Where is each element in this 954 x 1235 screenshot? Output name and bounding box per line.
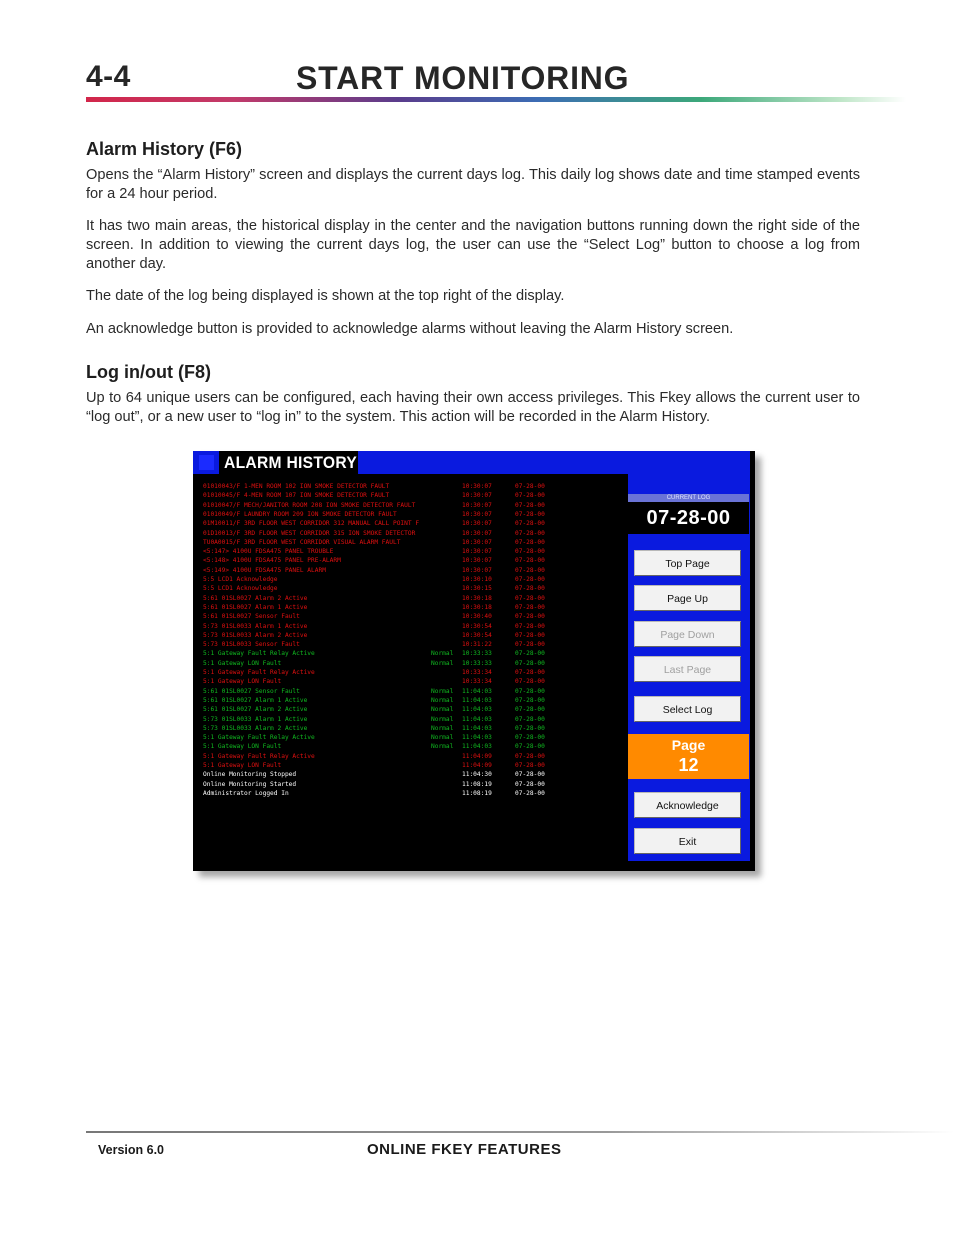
alarm-history-screenshot [193,451,755,871]
log-time: 11:04:03 [462,706,492,714]
log-time: 10:30:40 [462,613,492,621]
log-date: 07-28-00 [515,594,545,602]
log-row [203,566,553,575]
log-time: 11:04:09 [462,752,492,760]
log-event: 01010045/F 4-MEN ROOM 107 ION SMOKE DETECTOR FAULT [203,492,390,500]
paragraph: Opens the “Alarm History” screen and displays the current days log. This daily log shows date and time stamped events for a 24 hour period. [86,167,860,202]
log-time: 11:08:19 [462,780,492,788]
footer-version: Version 6.0 [98,1143,165,1157]
log-row [203,603,553,612]
log-event: Administrator Logged In [203,789,289,797]
log-time: 10:30:18 [462,594,492,602]
log-time: 10:30:07 [462,510,492,518]
log-time: 10:31:22 [462,641,492,649]
section-heading-log-in-out: Log in/out (F8) [86,362,211,382]
log-event: <5:148> 4100U FDSA475 PANEL PRE-ALARM [203,557,341,565]
log-time: 10:30:07 [462,538,492,546]
log-event: 5:1 Gateway Fault Relay Active [203,734,315,742]
log-status: Normal [431,706,454,714]
log-event: <5:147> 4100U FDSA475 PANEL TROUBLE [203,548,334,556]
log-event: 5:1 Gateway LON Fault [203,743,282,751]
log-row [203,631,553,640]
log-event: 5:73 01SL0033 Alarm 2 Active [203,724,308,732]
footer-section-title: ONLINE FKEY FEATURES [367,1141,562,1158]
log-row [203,780,553,789]
page-label: Page [671,737,706,753]
exit-button[interactable]: Exit [634,828,741,854]
log-row [203,752,553,761]
log-row [203,519,553,528]
log-status: Normal [431,687,454,695]
current-log-label: CURRENT LOG [628,494,749,502]
log-event: Online Monitoring Started [203,780,297,788]
log-date: 07-28-00 [515,687,545,695]
log-time: 10:30:54 [462,622,492,630]
log-event: 5:1 Gateway Fault Relay Active [203,752,315,760]
log-row [203,761,553,770]
log-time: 10:33:34 [462,669,492,676]
log-event: <5:149> 4100U FDSA475 PANEL ALARM [203,566,326,574]
log-row [203,640,553,649]
log-date: 07-28-00 [515,492,545,500]
log-time: 10:30:07 [462,529,492,537]
log-event: 5:61 01SL0027 Alarm 2 Active [203,706,308,714]
log-date: 07-28-00 [515,743,545,751]
section-heading-alarm-history: Alarm History (F6) [86,139,243,159]
alarm-log-list[interactable] [203,482,553,832]
log-event: 01010047/F MECH/JANITOR ROOM 208 ION SMOKE DETECTOR FAULT [203,501,416,509]
log-date: 07-28-00 [515,538,545,546]
log-row [203,696,553,705]
log-date: 07-28-00 [515,780,545,788]
log-date: 07-28-00 [515,696,545,704]
log-event: 5:73 01SL0033 Alarm 2 Active [203,631,308,639]
log-date: 07-28-00 [515,678,545,686]
log-time: 10:30:07 [462,520,492,528]
log-date: 07-28-00 [515,631,545,639]
log-time: 10:30:07 [462,557,492,565]
log-row [203,547,553,556]
log-row [203,789,553,798]
log-event: 5:73 01SL0033 Alarm 1 Active [203,622,308,630]
log-row [203,575,553,584]
log-event: 5:1 Gateway Fault Relay Active [203,650,315,658]
log-event: 5:1 Gateway LON Fault [203,762,282,769]
log-date: 07-28-00 [515,715,545,723]
log-row [203,733,553,742]
log-event: 01M10011/F 3RD FLOOR WEST CORRIDOR 312 MANUAL CALL POINT F [203,520,420,528]
log-status: Normal [431,715,454,723]
log-date: 07-28-00 [515,641,545,649]
current-log-date: 07-28-00 [628,502,749,534]
log-date: 07-28-00 [515,650,545,658]
log-date: 07-28-00 [515,659,545,667]
log-row [203,510,553,519]
log-date: 07-28-00 [515,706,545,714]
alarm-history-title: ALARM HISTORY [224,453,358,472]
log-time: 10:33:34 [462,678,492,686]
log-time: 10:30:10 [462,576,492,583]
log-time: 11:04:03 [462,715,492,723]
log-row [203,705,553,714]
log-event: 5:61 01SL0027 Sensor Fault [203,687,300,695]
log-status: Normal [431,743,454,751]
paragraph: An acknowledge button is provided to acknowledge alarms without leaving the Alarm History screen. [86,321,734,337]
window-icon [199,455,214,470]
header-gradient-rule [86,97,906,102]
last-page-button[interactable]: Last Page [634,656,741,682]
log-time: 10:30:15 [462,585,492,593]
log-row [203,677,553,686]
log-row [203,687,553,696]
log-date: 07-28-00 [515,566,545,574]
log-date: 07-28-00 [515,734,545,742]
log-time: 10:33:33 [462,650,492,658]
alarm-history-titlebar [193,451,628,474]
log-row [203,668,553,677]
log-time: 11:04:03 [462,724,492,732]
log-date: 07-28-00 [515,548,545,556]
log-event: TU0A0015/F 3RD FLOOR WEST CORRIDOR VISUAL ALARM FAULT [203,538,401,546]
log-time: 11:04:03 [462,743,492,751]
log-date: 07-28-00 [515,576,545,583]
log-time: 11:04:03 [462,696,492,704]
log-event: 01D10013/F 3RD FLOOR WEST CORRIDOR 315 ION SMOKE DETECTOR [203,529,416,537]
log-row [203,770,553,779]
paragraph: Up to 64 unique users can be configured, each having their own access privileges. This Fkey allows the current user to “log out”, or a new user to “log in” to the system. This action will be recorded in the Alarm History. [86,390,860,425]
log-date: 07-28-00 [515,669,545,676]
select-log-button[interactable]: Select Log [634,696,741,722]
page-number: 12 [678,755,699,775]
log-time: 11:04:03 [462,687,492,695]
log-row [203,724,553,733]
chapter-title: START MONITORING [296,60,630,96]
log-time: 11:08:19 [462,789,492,797]
log-event: 5:1 Gateway LON Fault [203,659,282,667]
log-date: 07-28-00 [515,622,545,630]
log-date: 07-28-00 [515,557,545,565]
page-indicator [628,734,749,779]
log-event: 5:73 01SL0033 Sensor Fault [203,641,300,649]
log-row [203,584,553,593]
log-event: 5:5 LCD1 Acknowledge [203,585,278,593]
log-time: 10:33:33 [462,659,492,667]
log-time: 10:30:18 [462,603,492,611]
log-event: 5:1 Gateway LON Fault [203,678,282,686]
page-up-button[interactable]: Page Up [634,585,741,611]
log-row [203,501,553,510]
log-row [203,556,553,565]
log-time: 10:30:07 [462,548,492,556]
log-event: 01010049/F LAUNDRY ROOM 209 ION SMOKE DETECTOR FAULT [203,510,397,518]
log-row [203,742,553,751]
log-row [203,715,553,724]
log-time: 10:30:07 [462,492,492,500]
log-event: 5:61 01SL0027 Alarm 1 Active [203,603,308,611]
log-event: 01010043/F 1-MEN ROOM 102 ION SMOKE DETECTOR FAULT [203,483,390,490]
log-event: 5:61 01SL0027 Sensor Fault [203,613,300,621]
chapter-number: 4-4 [86,60,131,93]
log-date: 07-28-00 [515,510,545,518]
log-date: 07-28-00 [515,501,545,509]
log-row [203,649,553,658]
page-down-button[interactable]: Page Down [634,621,741,647]
log-time: 11:04:03 [462,734,492,742]
log-status: Normal [431,724,454,732]
log-date: 07-28-00 [515,585,545,593]
log-row [203,491,553,500]
log-date: 07-28-00 [515,520,545,528]
log-date: 07-28-00 [515,771,545,779]
log-status: Normal [431,734,454,742]
log-date: 07-28-00 [515,724,545,732]
acknowledge-button[interactable]: Acknowledge [634,792,741,818]
log-row [203,482,553,491]
log-status: Normal [431,696,454,704]
log-row [203,612,553,621]
navigation-panel [628,451,750,861]
log-row [203,538,553,547]
log-row [203,622,553,631]
log-date: 07-28-00 [515,789,545,797]
log-date: 07-28-00 [515,752,545,760]
log-row [203,529,553,538]
log-event: 5:73 01SL0033 Alarm 1 Active [203,715,308,723]
log-event: 5:61 01SL0027 Alarm 1 Active [203,696,308,704]
log-status: Normal [431,650,454,658]
log-event: 5:5 LCD1 Acknowledge [203,576,278,583]
log-event: Online Monitoring Stopped [203,771,297,779]
log-time: 10:30:07 [462,566,492,574]
log-row [203,659,553,668]
log-time: 11:04:30 [462,771,492,779]
log-date: 07-28-00 [515,613,545,621]
log-time: 10:30:07 [462,501,492,509]
log-date: 07-28-00 [515,603,545,611]
log-event: 5:61 01SL0027 Alarm 2 Active [203,594,308,602]
log-time: 11:04:09 [462,762,492,769]
log-date: 07-28-00 [515,483,545,490]
log-row [203,594,553,603]
log-event: 5:1 Gateway Fault Relay Active [203,669,315,676]
log-status: Normal [431,659,454,667]
log-date: 07-28-00 [515,529,545,537]
top-page-button[interactable]: Top Page [634,550,741,576]
paragraph: The date of the log being displayed is shown at the top right of the display. [86,288,565,304]
footer-rule [86,1131,954,1133]
paragraph: It has two main areas, the historical display in the center and the navigation buttons running down the right side of the screen. In addition to viewing the current days log, the user can use the “Select Log” button to choose a log from another day. [86,218,860,272]
log-date: 07-28-00 [515,762,545,769]
log-time: 10:30:54 [462,631,492,639]
log-time: 10:30:07 [462,483,492,490]
page-header [86,60,906,105]
